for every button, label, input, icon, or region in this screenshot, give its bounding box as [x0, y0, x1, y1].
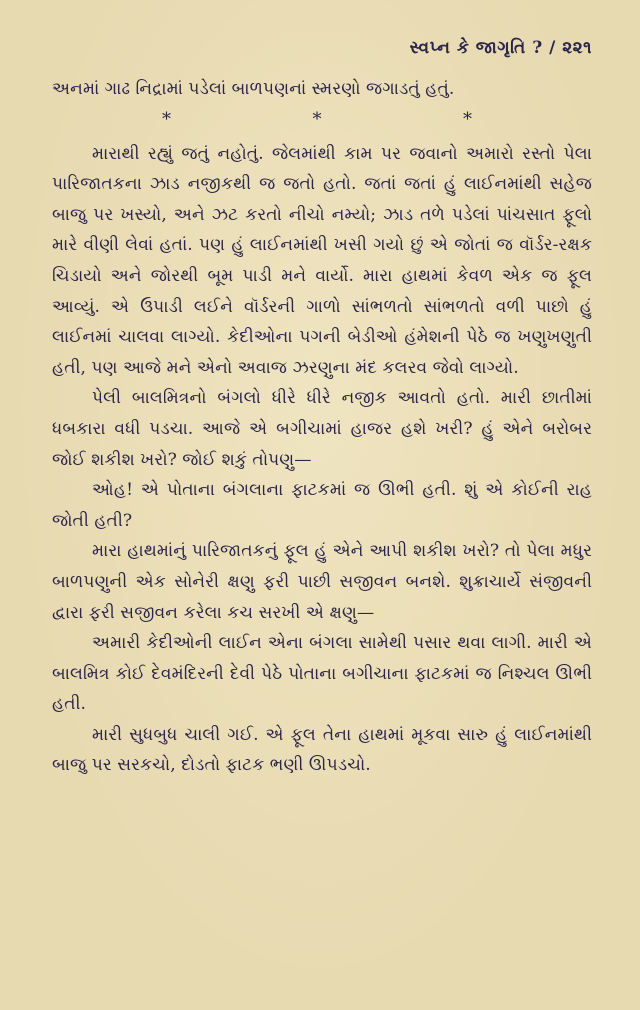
paragraph-2: મારાથી રહ્યું જતું નહોતું. જેલમાંથી કામ પર જવાનો અમારો રસ્તો પેલા પારિજાતકના ઝાડ નજીકથી જ જતો હતો. જતાં જતાં હું લાઈનમાંથી સહેજ બાજુ પર ખસ્યો, અને ઝટ કરતો નીચો નમ્યો; ઝાડ તળે પડેલાં પાંચસાત ફૂલો મારે વીણી લેવાં હતાં. પણ હું લાઈનમાંથી ખસી ગયો છું એ જોતાં જ વૉર્ડર-રક્ષક ચિડાયો અને જોરથી બૂમ પાડી મને વાર્યો. મારા હાથમાં કેવળ એક જ ફૂલ આવ્યું. એ ઉપાડી લઈને વૉર્ડરની ગાળો સાંભળતો સાંભળતો વળી પાછો હું લાઈનમાં ચાલવા લાગ્યો. કેદીઓના પગની બેડીઓ હંમેશની પેઠે જ ખણુખણુતી હતી, પણ આજે મને એનો અવાજ ઝરણુના મંદ કલરવ જેવો લાગ્યો. — [52, 143, 592, 378]
separator-star: * — [162, 108, 171, 130]
paragraph-7: મારી સુધબુધ ચાલી ગઈ. એ ફૂલ તેના હાથમાં મૂકવા સારુ હું લાઈનમાંથી બાજુ પર સરકચો, દોડતો ફાટક ભણી ઊપડચો. — [52, 724, 592, 776]
page-body — [52, 74, 592, 781]
paragraph-3: પેલી બાલમિત્રનો બંગલો ધીરે ધીરે નજીક આવતો હતો. મારી છાતીમાં ધબકારા વધી પડચા. આજે એ બગીચામાં હાજર હશે ખરી? હું એને બરોબર જોઈ શકીશ ખરો? જોઈ શકું તોપણુ— — [52, 388, 592, 470]
paragraph-1: અનમાં ગાઢ નિદ્રામાં પડેલાં બાળપણનાં સ્મરણો જગાડતું હતું. — [52, 79, 455, 99]
separator-star: * — [312, 108, 322, 130]
separator-star: * — [463, 108, 472, 130]
paragraph-6: અમારી કેદીઓની લાઈન એના બંગલા સામેથી પસાર થવા લાગી. મારી એ બાલમિત્ર કોઈ દેવમંદિરની દેવી પેઠે પોતાના બગીચાના ફાટકમાં જ નિશ્ચલ ઊભી હતી. — [52, 633, 592, 715]
running-header: સ્વપ્ન કે જાગૃતિ ? / ૨૨૧ — [409, 38, 592, 58]
paragraph-4: ઓહ! એ પોતાના બંગલાના ફાટકમાં જ ઊભી હતી. શું એ કોઈની રાહ જોતી હતી? — [52, 480, 592, 531]
section-separator — [52, 105, 592, 135]
paragraph-5: મારા હાથમાંનું પારિજાતકનું ફૂલ હું એને આપી શકીશ ખરો? તો પેલા મધુર બાળપણુની એક સોનેરી ક્ષણુ ફરી પાછી સજીવન બનશે. શુક્રાચાર્યે સંજીવની દ્વારા ફરી સજીવન કરેલા કચ સરખી એ ક્ષણુ— — [52, 541, 592, 623]
